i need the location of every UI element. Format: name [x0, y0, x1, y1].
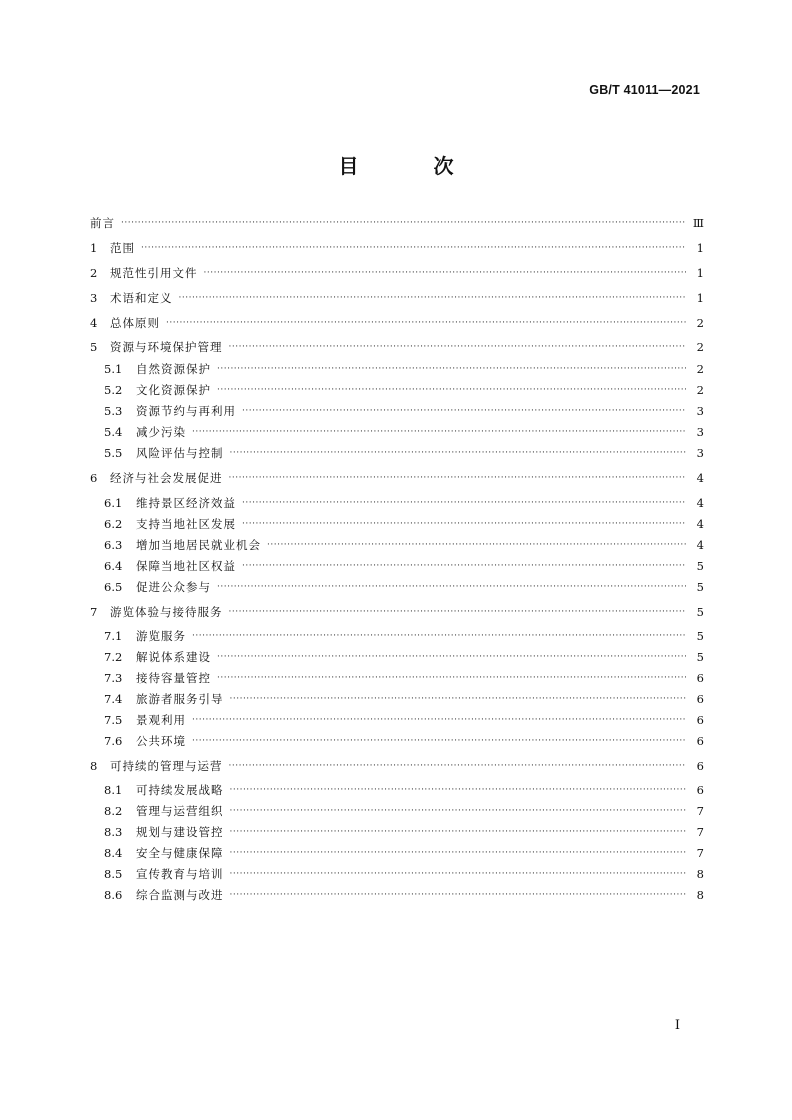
- toc-entry[interactable]: [104, 535, 704, 555]
- toc-entry-page: 6: [696, 734, 704, 748]
- toc-entry-number: 7.4: [104, 692, 123, 706]
- toc-entry-page: Ⅲ: [692, 216, 704, 230]
- toc-leader-dots: [192, 731, 686, 751]
- toc-entry[interactable]: [90, 213, 704, 233]
- toc-entry-page: 3: [696, 425, 704, 439]
- toc-entry-number: 8.1: [104, 783, 123, 797]
- toc-entry[interactable]: [104, 668, 704, 688]
- toc-entry-number: 6.4: [104, 559, 123, 573]
- toc-entry-label: 前言: [90, 216, 115, 230]
- toc-entry-page: 1: [696, 241, 704, 255]
- toc-leader-dots: [217, 668, 686, 688]
- toc-entry[interactable]: [104, 801, 704, 821]
- toc-entry-number: 7.2: [104, 650, 123, 664]
- toc-entry[interactable]: [104, 443, 704, 463]
- toc-entry-page: 4: [696, 471, 704, 485]
- toc-entry[interactable]: [104, 556, 704, 576]
- toc-entry[interactable]: [104, 843, 704, 863]
- toc-entry-number: 6.5: [104, 580, 123, 594]
- toc-entry-number: 5.2: [104, 383, 123, 397]
- toc-leader-dots: [242, 493, 686, 513]
- toc-leader-dots: [217, 647, 686, 667]
- toc-entry[interactable]: [90, 238, 704, 258]
- toc-entry[interactable]: [90, 288, 704, 308]
- toc-leader-dots: [192, 626, 686, 646]
- toc-entry-page: 5: [696, 559, 704, 573]
- toc-entry[interactable]: [104, 731, 704, 751]
- toc-entry-label: 规范性引用文件: [110, 266, 198, 280]
- toc-entry-page: 3: [696, 446, 704, 460]
- toc-leader-dots: [229, 756, 687, 776]
- toc-leader-dots: [242, 514, 686, 534]
- toc-entry-label: 游览体验与接待服务: [110, 605, 223, 619]
- toc-entry-number: 7: [90, 605, 98, 619]
- toc-entry-page: 6: [696, 713, 704, 727]
- toc-entry[interactable]: [104, 577, 704, 597]
- toc-entry-label: 文化资源保护: [136, 383, 211, 397]
- toc-entry-label: 旅游者服务引导: [136, 692, 224, 706]
- toc-entry-number: 1: [90, 241, 98, 255]
- toc-entry[interactable]: [104, 822, 704, 842]
- toc-entry[interactable]: [104, 422, 704, 442]
- toc-entry-label: 风险评估与控制: [136, 446, 224, 460]
- toc-entry-page: 5: [696, 650, 704, 664]
- toc-entry-label: 促进公众参与: [136, 580, 211, 594]
- toc-entry[interactable]: [90, 263, 704, 283]
- toc-entry-number: 3: [90, 291, 98, 305]
- toc-entry-label: 接待容量管控: [136, 671, 211, 685]
- toc-entry-page: 7: [696, 804, 704, 818]
- toc-entry-page: 2: [696, 340, 704, 354]
- toc-entry[interactable]: [104, 401, 704, 421]
- toc-entry-label: 总体原则: [110, 316, 160, 330]
- toc-entry-label: 综合监测与改进: [136, 888, 224, 902]
- toc-entry-label: 支持当地社区发展: [136, 517, 236, 531]
- toc-entry[interactable]: [104, 514, 704, 534]
- toc-entry-number: 2: [90, 266, 98, 280]
- toc-entry-number: 7.1: [104, 629, 123, 643]
- page-folio: I: [674, 1018, 680, 1033]
- toc-entry[interactable]: [104, 493, 704, 513]
- toc-entry[interactable]: [90, 602, 704, 622]
- toc-leader-dots: [230, 689, 687, 709]
- toc-entry[interactable]: [104, 885, 704, 905]
- toc-entry-number: 5.5: [104, 446, 123, 460]
- toc-leader-dots: [230, 801, 687, 821]
- toc-leader-dots: [121, 213, 686, 233]
- toc-entry-page: 3: [696, 404, 704, 418]
- toc-entry-label: 解说体系建设: [136, 650, 211, 664]
- toc-entry-label: 游览服务: [136, 629, 186, 643]
- toc-entry-number: 8: [90, 759, 98, 773]
- toc-entry-label: 公共环境: [136, 734, 186, 748]
- toc-entry-page: 7: [696, 825, 704, 839]
- toc-entry-page: 5: [696, 580, 704, 594]
- toc-entry[interactable]: [90, 468, 704, 488]
- toc-entry-number: 7.3: [104, 671, 123, 685]
- toc-entry-page: 6: [696, 783, 704, 797]
- toc-entry-page: 6: [696, 692, 704, 706]
- toc-entry-page: 1: [696, 291, 704, 305]
- toc-leader-dots: [192, 422, 686, 442]
- toc-leader-dots: [230, 780, 687, 800]
- toc-entry-number: 5.1: [104, 362, 123, 376]
- toc-leader-dots: [229, 468, 687, 488]
- toc-entry-label: 经济与社会发展促进: [110, 471, 223, 485]
- toc-leader-dots: [217, 577, 686, 597]
- standard-number: GB/T 41011—2021: [589, 83, 700, 97]
- toc-entry-number: 6.3: [104, 538, 123, 552]
- page-title: 目 次: [338, 154, 488, 178]
- toc-entry-number: 6.1: [104, 496, 123, 510]
- toc-entry-page: 7: [696, 846, 704, 860]
- toc-entry-page: 4: [696, 517, 704, 531]
- toc-entry-label: 可持续的管理与运营: [110, 759, 223, 773]
- toc-entry-number: 8.5: [104, 867, 123, 881]
- toc-leader-dots: [192, 710, 686, 730]
- toc-entry-label: 减少污染: [136, 425, 186, 439]
- toc-leader-dots: [229, 602, 687, 622]
- toc-entry-page: 6: [696, 671, 704, 685]
- toc-leader-dots: [230, 843, 687, 863]
- toc-entry-label: 术语和定义: [110, 291, 173, 305]
- toc-entry-page: 8: [696, 867, 704, 881]
- toc-entry-page: 2: [696, 362, 704, 376]
- toc-entry-page: 2: [696, 316, 704, 330]
- toc-leader-dots: [230, 443, 687, 463]
- toc-entry-label: 安全与健康保障: [136, 846, 224, 860]
- toc-leader-dots: [217, 359, 686, 379]
- toc-entry-label: 资源节约与再利用: [136, 404, 236, 418]
- toc-entry-label: 可持续发展战略: [136, 783, 224, 797]
- toc-entry-page: 1: [696, 266, 704, 280]
- toc-entry-number: 8.4: [104, 846, 123, 860]
- toc-entry[interactable]: [104, 689, 704, 709]
- toc-leader-dots: [217, 380, 686, 400]
- toc-entry[interactable]: [90, 756, 704, 776]
- toc-entry-label: 管理与运营组织: [136, 804, 224, 818]
- toc-leader-dots: [141, 238, 686, 258]
- toc-entry-number: 6.2: [104, 517, 123, 531]
- toc-leader-dots: [230, 885, 687, 905]
- toc-entry-number: 5.3: [104, 404, 123, 418]
- toc-leader-dots: [204, 263, 687, 283]
- toc-entry-number: 7.6: [104, 734, 123, 748]
- toc-leader-dots: [242, 401, 686, 421]
- toc-entry[interactable]: [90, 313, 704, 333]
- toc-leader-dots: [166, 313, 686, 333]
- toc-entry-number: 6: [90, 471, 98, 485]
- toc-entry-label: 保障当地社区权益: [136, 559, 236, 573]
- toc-entry-label: 景观利用: [136, 713, 186, 727]
- toc-entry[interactable]: [104, 710, 704, 730]
- toc-entry-label: 宣传教育与培训: [136, 867, 224, 881]
- toc-entry-number: 4: [90, 316, 98, 330]
- toc-entry-number: 5.4: [104, 425, 123, 439]
- toc-entry-label: 维持景区经济效益: [136, 496, 236, 510]
- toc-entry-label: 增加当地居民就业机会: [136, 538, 261, 552]
- toc-leader-dots: [230, 822, 687, 842]
- toc-entry[interactable]: [104, 864, 704, 884]
- toc-entry-number: 8.2: [104, 804, 123, 818]
- toc-leader-dots: [229, 337, 687, 357]
- toc-leader-dots: [267, 535, 686, 555]
- toc-entry-number: 5: [90, 340, 98, 354]
- toc-leader-dots: [242, 556, 686, 576]
- toc-leader-dots: [179, 288, 687, 308]
- toc-entry[interactable]: [104, 626, 704, 646]
- toc-entry[interactable]: [104, 647, 704, 667]
- toc-entry-label: 自然资源保护: [136, 362, 211, 376]
- toc-entry[interactable]: [104, 380, 704, 400]
- toc-entry-page: 6: [696, 759, 704, 773]
- toc-entry-page: 5: [696, 629, 704, 643]
- toc-entry-label: 规划与建设管控: [136, 825, 224, 839]
- toc-entry[interactable]: [104, 359, 704, 379]
- toc-entry-label: 资源与环境保护管理: [110, 340, 223, 354]
- toc-entry-number: 8.6: [104, 888, 123, 902]
- toc-entry-page: 5: [696, 605, 704, 619]
- toc-entry-number: 7.5: [104, 713, 123, 727]
- toc-entry-label: 范围: [110, 241, 135, 255]
- toc-entry-number: 8.3: [104, 825, 123, 839]
- toc-entry-page: 8: [696, 888, 704, 902]
- toc-entry-page: 4: [696, 496, 704, 510]
- toc-entry-page: 4: [696, 538, 704, 552]
- toc-entry[interactable]: [90, 337, 704, 357]
- toc-entry-page: 2: [696, 383, 704, 397]
- toc-entry[interactable]: [104, 780, 704, 800]
- toc-leader-dots: [230, 864, 687, 884]
